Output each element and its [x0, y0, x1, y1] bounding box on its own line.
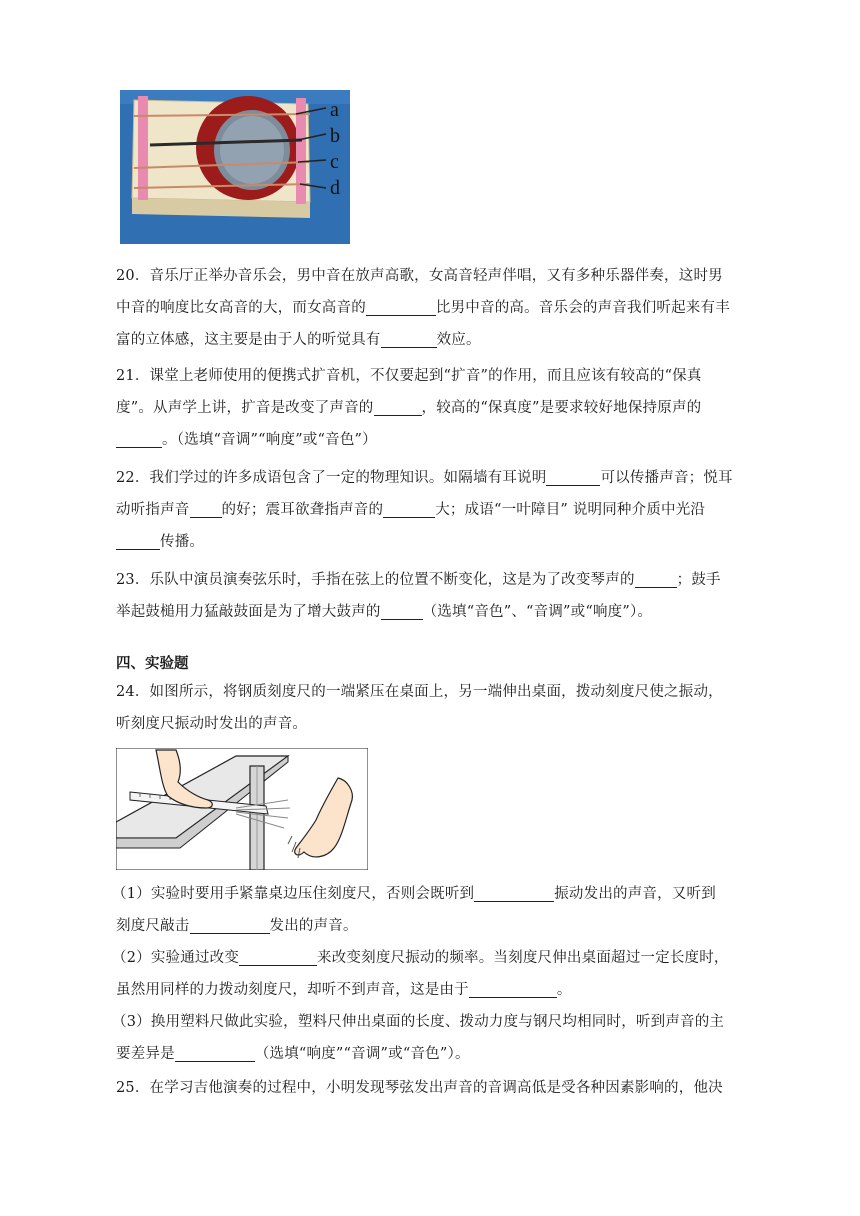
q24-text: 虽然用同样的力拨动刻度尺，却听不到声音，这是由于: [116, 982, 469, 998]
q21-line1: 21．课堂上老师使用的便携式扩音机，不仅要起到“扩音”的作用，而且应该有较高的“保真: [116, 368, 702, 384]
q24-part2-line1: [112, 942, 748, 974]
q22-text: 大；成语“一叶障目” 说明同种介质中光沿: [435, 502, 706, 518]
q24-text: （1）实验时要用手紧靠桌边压住刻度尺，否则会既听到: [112, 886, 475, 902]
q24-part3-line2: [116, 1038, 748, 1070]
ruler-vibration-figure: [116, 748, 368, 870]
answer-blank[interactable]: [190, 499, 222, 518]
q20-text: 中音的响度比女高音的大，而女高音的: [116, 300, 366, 316]
q24-text: 发出的声音。: [269, 918, 358, 934]
q20-line3: [116, 324, 748, 356]
q23-text: 举起鼓槌用力猛敲鼓面是为了增大鼓声的: [116, 604, 381, 620]
answer-blank[interactable]: [381, 329, 437, 348]
q20-line2: [116, 292, 748, 324]
answer-blank[interactable]: [116, 429, 162, 448]
q21-line3: [116, 424, 748, 456]
question-24-intro: [116, 676, 748, 740]
q23-line2: [116, 596, 748, 628]
answer-blank[interactable]: [469, 979, 557, 998]
answer-blank[interactable]: [635, 569, 677, 588]
section-heading-experiments: 四、实验题: [116, 656, 189, 672]
q24-part2-line2: [116, 974, 748, 1006]
answer-blank[interactable]: [381, 601, 423, 620]
q24-line1: 24．如图所示，将钢质刻度尺的一端紧压在桌面上，另一端伸出桌面，拨动刻度尺使之振动，: [116, 684, 723, 700]
q22-text: 可以传播声音；悦耳: [600, 470, 733, 486]
q24-part1-line1: [112, 878, 748, 910]
q22-text: 传播。: [160, 534, 205, 550]
q25-line1: 25．在学习吉他演奏的过程中，小明发现琴弦发出声音的音调高低是受各种因素影响的，他决: [116, 1080, 723, 1096]
q21-line2: [116, 392, 748, 424]
q24-line2: 听刻度尺振动时发出的声音。: [116, 716, 308, 732]
q21-text: 。（选填“音调”“响度”或“音色”）: [162, 432, 377, 448]
q24-text: （2）实验通过改变: [112, 950, 240, 966]
q20-line1: 20．音乐厅正举办音乐会，男中音在放声高歌，女高音轻声伴唱，又有多种乐器伴奏，这时男: [116, 268, 723, 284]
label-d: d: [330, 177, 340, 199]
q24-text: 要差异是: [116, 1046, 175, 1062]
answer-blank[interactable]: [190, 915, 270, 934]
q20-text: 比男中音的高。音乐会的声音我们听起来有丰: [435, 300, 730, 316]
q22-line1: [116, 462, 748, 494]
q23-text: 23．乐队中演员演奏弦乐时，手指在弦上的位置不断变化，这是为了改变琴声的: [116, 572, 635, 588]
q24-text: （选填“响度”“音调”或“音色”）。: [254, 1046, 470, 1062]
q22-text: 的好；震耳欲聋指声音的: [221, 502, 384, 518]
q22-line2: [116, 494, 748, 526]
question-23: [116, 564, 748, 628]
question-24-parts: [112, 878, 748, 1070]
label-b: b: [330, 125, 340, 147]
answer-blank[interactable]: [383, 499, 435, 518]
answer-blank[interactable]: [546, 467, 600, 486]
answer-blank[interactable]: [116, 531, 160, 550]
q20-text: 效应。: [436, 332, 481, 348]
answer-blank[interactable]: [474, 883, 554, 902]
q24-text: 。: [556, 982, 572, 998]
label-c: c: [330, 151, 339, 173]
q21-text: 度”。从声学上讲，扩音是改变了声音的: [116, 400, 374, 416]
q22-line3: [116, 526, 748, 558]
answer-blank[interactable]: [239, 947, 317, 966]
q22-text: 22．我们学过的许多成语包含了一定的物理知识。如隔墙有耳说明: [116, 470, 547, 486]
question-20: [116, 260, 748, 356]
q23-text: ；鼓手: [676, 572, 721, 588]
q21-text: ，较高的“保真度”是要求较好地保持原声的: [421, 400, 702, 416]
question-21: [116, 360, 748, 456]
q24-text: 刻度尺敲击: [116, 918, 190, 934]
answer-blank[interactable]: [374, 397, 422, 416]
string-instrument-figure: [120, 90, 350, 244]
answer-blank[interactable]: [366, 297, 436, 316]
q20-text: 富的立体感，这主要是由于人的听觉具有: [116, 332, 381, 348]
q24-part3-line1: （3）换用塑料尺做此实验，塑料尺伸出桌面的长度、拨动力度与钢尺均相同时，听到声音的主: [112, 1014, 725, 1030]
q24-text: 振动发出的声音，又听到: [554, 886, 716, 902]
question-22: [116, 462, 748, 558]
answer-blank[interactable]: [175, 1043, 255, 1062]
q24-part1-line2: [116, 910, 748, 942]
question-25: [116, 1072, 748, 1104]
q23-text: （选填“音色”、“音调”或“响度”）。: [422, 604, 653, 620]
q22-text: 动听指声音: [116, 502, 190, 518]
label-a: a: [330, 99, 339, 121]
q23-line1: [116, 564, 748, 596]
q24-text: 来改变刻度尺振动的频率。当刻度尺伸出桌面超过一定长度时，: [317, 950, 729, 966]
